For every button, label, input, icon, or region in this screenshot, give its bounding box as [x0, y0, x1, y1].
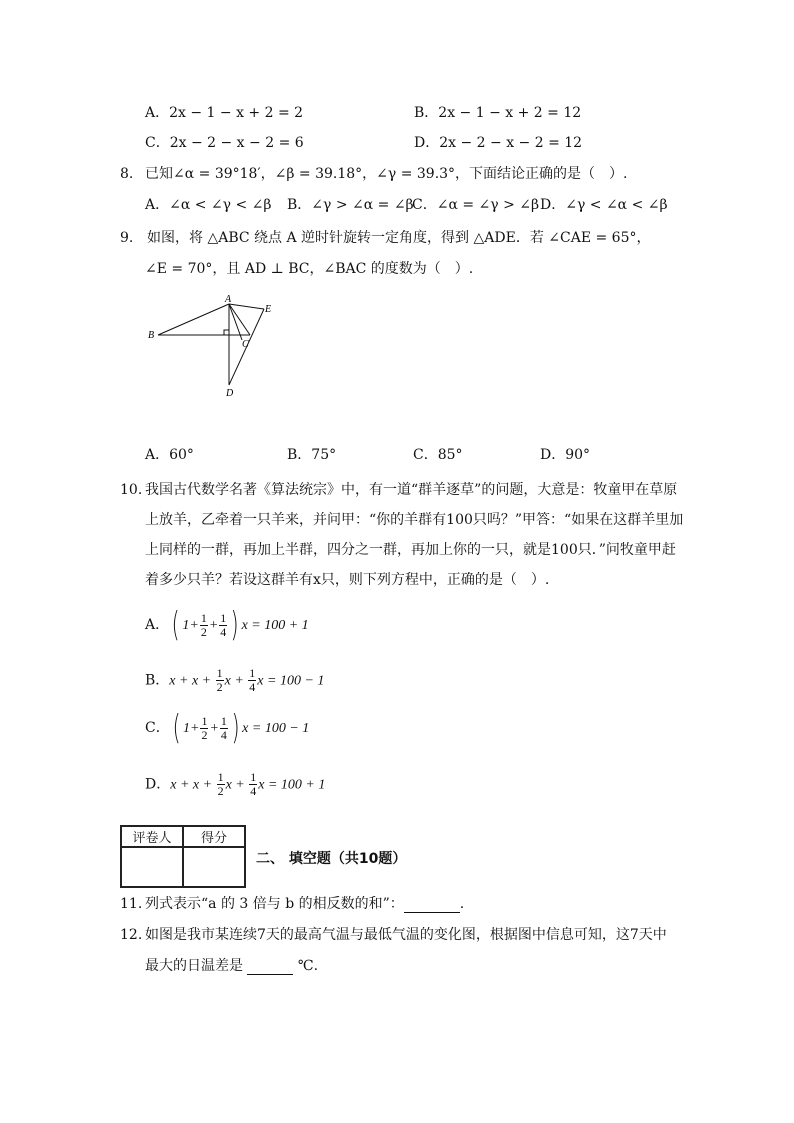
q9-label-d: D	[226, 388, 234, 399]
q8-option-a: A．∠α < ∠γ < ∠β	[145, 197, 272, 213]
q7-option-a: A．2x − 1 − x + 2 = 2	[145, 105, 304, 121]
q9-option-b: B．75°	[287, 447, 337, 463]
q9-triangle-figure	[140, 290, 290, 400]
score-box	[120, 825, 246, 888]
q9-option-d: D．90°	[540, 447, 591, 463]
q12-line2	[145, 957, 318, 975]
reviewer-cell	[121, 847, 183, 887]
q7-option-c: C．2x − 2 − x − 2 = 6	[145, 135, 304, 151]
q8-option-c: C．∠α = ∠γ > ∠β	[412, 197, 540, 213]
q10-option-d: D．x + x + $\frac{1}{2}$ x + $\frac{1}{4}$ x = 100 + 1	[145, 770, 326, 798]
q10-number: 10.	[120, 482, 143, 498]
q9-label-e: E	[265, 304, 272, 315]
q10-option-b: B．x + x + $\frac{1}{2}$ x + $\frac{1}{4}$ x = 100 − 1	[145, 666, 325, 694]
q10-line3: 上同样的一群，再加上半群，四分之一群，再加上你的一只，就是100只．”问牧童甲赶	[145, 542, 676, 558]
q11-answer-blank[interactable]	[404, 912, 460, 913]
q9-label-a: A	[225, 294, 232, 305]
q11-line: 列式表示“a 的 3 倍与 b 的相反数的和”： .	[145, 896, 465, 912]
q12-text: 最大的日温差是	[145, 958, 243, 974]
q10-line1: 我国古代数学名著《算法统宗》中，有一道“群羊逐草”的问题，大意是：牧童甲在草原	[145, 482, 678, 498]
q11-number: 11.	[120, 896, 143, 912]
q11-text: 列式表示“a 的 3 倍与 b 的相反数的和”：	[145, 896, 404, 912]
q10-line2: 上放羊，乙牵着一只羊来，并问甲：“你的羊群有100只吗？”甲答：“如果在这群羊里加	[145, 512, 684, 528]
q9-option-c: C．85°	[413, 447, 463, 463]
q10-option-a: A．( 1+ $\frac{1}{2}$ + $\frac{1}{4}$ ) x = 100 + 1	[145, 605, 309, 645]
q8-option-b: B．∠γ > ∠α = ∠β	[287, 197, 414, 213]
score-cell	[183, 847, 245, 887]
q10-option-c: C．( 1+ $\frac{1}{2}$ + $\frac{1}{4}$ ) x = 100 − 1	[145, 708, 310, 748]
q10-line4: 着多少只羊？若设这群羊有x只，则下列方程中，正确的是（ ）.	[145, 572, 550, 588]
q12-line1: 如图是我市某连续7天的最高气温与最低气温的变化图，根据图中信息可知，这7天中	[145, 927, 667, 943]
q9-label-c: C	[242, 339, 249, 350]
q9-option-a: A．60°	[145, 447, 194, 463]
q9-line2: ∠E = 70°，且 AD ⊥ BC，∠BAC 的度数为（ ）.	[145, 261, 474, 277]
q8-number: 8.	[120, 166, 134, 182]
q9-number: 9.	[120, 230, 134, 246]
q12-unit: ℃.	[297, 958, 319, 974]
q12-number: 12.	[120, 927, 143, 943]
section2-title: 二、 填空题（共10题）	[256, 851, 407, 867]
q9-label-b: B	[148, 330, 155, 341]
q7-option-d: D．2x − 2 − x − 2 = 12	[414, 135, 583, 151]
q7-option-b: B．2x − 1 − x + 2 = 12	[414, 105, 582, 121]
reviewer-header: 评卷人	[121, 826, 183, 847]
q8-stem: 已知∠α = 39°18′，∠β = 39.18°，∠γ = 39.3°，下面结论正确的是（ ）.	[145, 166, 628, 182]
q12-answer-blank[interactable]	[247, 974, 293, 975]
q9-line1: 如图，将 △ABC 绕点 A 逆时针旋转一定角度，得到 △ADE．若 ∠CAE = 65°，	[147, 230, 651, 246]
score-header: 得分	[183, 826, 245, 847]
q8-option-d: D．∠γ < ∠α < ∠β	[540, 197, 668, 213]
